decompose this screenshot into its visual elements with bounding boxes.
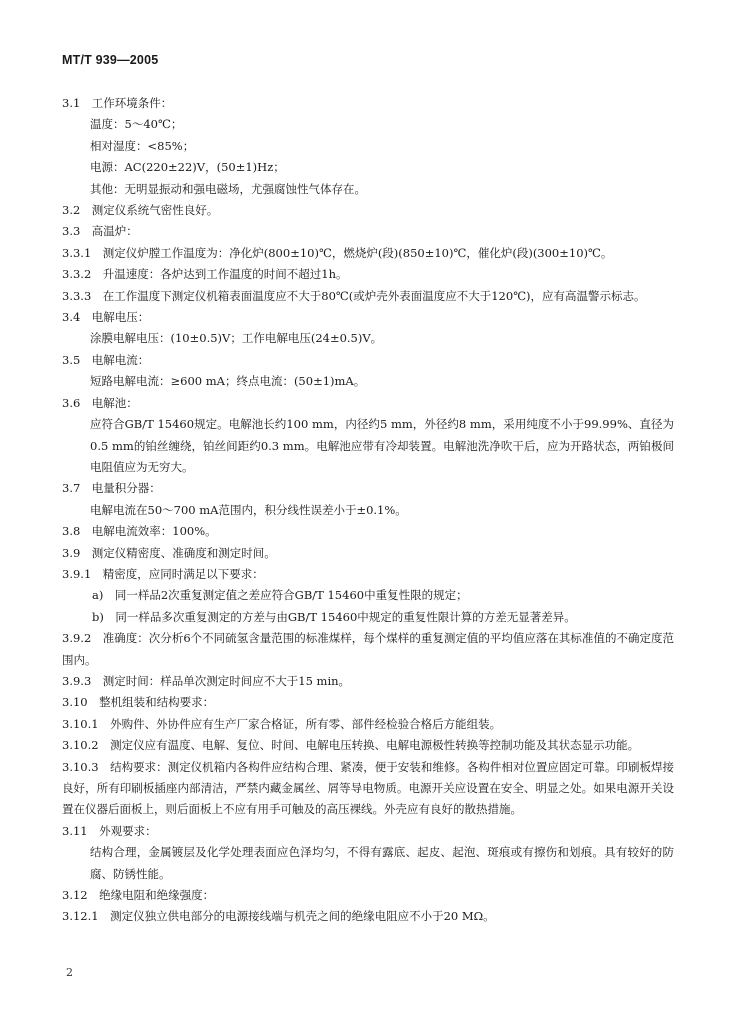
paragraph: 3.10 整机组装和结构要求： [62, 695, 215, 710]
paragraph: 电解电流在50～700 mA范围内，积分线性误差小于±0.1%。 [90, 502, 407, 517]
paragraph: 3.12 绝缘电阻和绝缘强度： [62, 888, 215, 903]
paragraph: 3.11 外观要求： [62, 823, 157, 838]
paragraph: 3.8 电解电流效率：100%。 [62, 524, 217, 539]
paragraph: a) 同一样品2次重复测定值之差应符合GB/T 15460中重复性限的规定； [92, 588, 468, 603]
paragraph: 3.7 电量积分器： [62, 481, 161, 496]
paragraph: 温度：5～40℃； [90, 117, 183, 132]
paragraph: 涂膜电解电压：(10±0.5)V；工作电解电压(24±0.5)V。 [90, 331, 383, 346]
paragraph: 3.12.1 测定仪独立供电部分的电源接线端与机壳之间的绝缘电阻应不小于20 MΩ。 [62, 909, 495, 924]
paragraph: 3.9.3 测定时间：样品单次测定时间应不大于15 min。 [62, 673, 351, 688]
page-number: 2 [66, 966, 73, 979]
paragraph: 3.2 测定仪系统气密性良好。 [62, 203, 219, 218]
paragraph: 电源：AC(220±22)V，(50±1)Hz； [90, 160, 285, 175]
paragraph: 3.9.2 准确度：次分析6个不同硫氢含量范围的标准煤样，每个煤样的重复测定值的平均值应落在其标准值的不确定度范围内。 [62, 631, 674, 667]
paragraph: 3.3 高温炉： [62, 224, 138, 239]
paragraph: 3.4 电解电压： [62, 310, 150, 325]
paragraph: 结构合理，金属镀层及化学处理表面应色泽均匀，不得有露底、起皮、起泡、斑痕或有擦伤和划痕。具有较好的防腐、防锈性能。 [90, 845, 674, 881]
paragraph: 3.1 工作环境条件： [62, 96, 173, 110]
paragraph: 3.3.3 在工作温度下测定仪机箱表面温度应不大于80℃(或炉壳外表面温度应不大于120℃)，应有高温警示标志。 [62, 288, 646, 303]
paragraph: 3.3.2 升温速度：各炉达到工作温度的时间不超过1h。 [62, 267, 348, 282]
paragraph: 其他：无明显振动和强电磁场，尤强腐蚀性气体存在。 [90, 181, 366, 196]
paragraph: 3.5 电解电流： [62, 352, 150, 367]
paragraph: 相对湿度：<85%； [90, 138, 195, 153]
paragraph: 3.9.1 精密度，应同时满足以下要求： [62, 566, 264, 581]
paragraph: 应符合GB/T 15460规定。电解池长约100 mm，内径约5 mm，外径约8 mm，采用纯度不小于99.99%、直径为0.5 mm的铂丝缠绕，铂丝间距约0.3 mm。电解池应带有冷却装置。电解池洗净吹干后，应为开路状态，两铂极间电阻值应为无穷大。 [90, 417, 674, 474]
paragraph: 3.3.1 测定仪炉膛工作温度为：净化炉(800±10)℃，燃烧炉(段)(850±10)℃，催化炉(段)(300±10)℃。 [62, 245, 613, 260]
paragraph: 3.10.3 结构要求：测定仪机箱内各构件应结构合理、紧凑，便于安装和维修。各构件相对位置应固定可靠。印刷板焊接良好，所有印刷板插座内部清洁，严禁内藏金属丝、屑等导电物质。电源开关应设置在安全、明显之处。如果电源开关设置在仪器后面板上，则后面板上不应有用手可触及的高压裸线。外壳应有良好的散热措施。 [62, 759, 674, 817]
paragraph: 3.6 电解池： [62, 395, 138, 410]
paragraph: 3.10.2 测定仪应有温度、电解、复位、时间、电解电压转换、电解电源极性转换等控制功能及其状态显示功能。 [62, 738, 640, 753]
paragraph: 短路电解电流：≥600 mA；终点电流：(50±1)mA。 [90, 374, 366, 389]
document-code-header: MT/T 939—2005 [62, 53, 159, 67]
paragraph: 3.10.1 外购件、外协件应有生产厂家合格证，所有零、部件经检验合格后方能组装。 [62, 716, 502, 731]
document-body [62, 93, 674, 928]
paragraph: 3.9 测定仪精密度、准确度和测定时间。 [62, 545, 276, 560]
paragraph: b) 同一样品多次重复测定的方差与由GB/T 15460中规定的重复性限计算的方差无显著差异。 [92, 609, 576, 624]
